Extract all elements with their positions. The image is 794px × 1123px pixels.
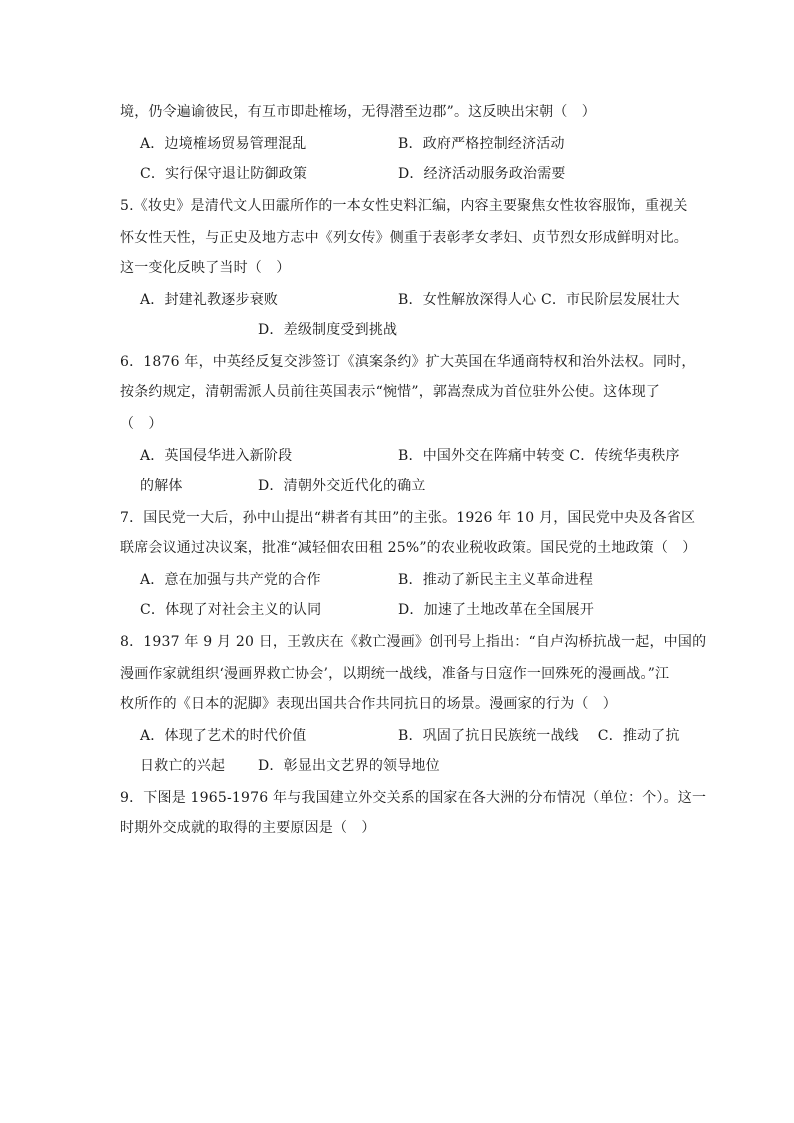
q9-stem-line2: 时期外交成就的取得的主要原因是（ ） (120, 820, 376, 836)
q5-stem-line3: 这一变化反映了当时（ ） (120, 260, 291, 276)
q7-option-d: D．加速了土地改革在全国展开 (398, 602, 595, 618)
q6-option-a: A．英国侵华进入新阶段 (140, 448, 293, 464)
q5-option-b-c: B．女性解放深得人心 C．市民阶层发展壮大 (398, 292, 680, 308)
q7-stem-line2: 联席会议通过决议案，批准“减轻佃农田租 25%”的农业税收政策。国民党的土地政策（ ） (120, 540, 697, 556)
q4-option-b: B．政府严格控制经济活动 (398, 136, 565, 152)
q4-stem-tail: 境，仍令遍谕彼民，有互市即赴榷场，无得潜至边郡”。这反映出宋朝（ ） (120, 104, 596, 120)
q5-stem-line2: 怀女性天性，与正史及地方志中《列女传》侧重于表彰孝女孝妇、贞节烈女形成鲜明对比。 (120, 230, 688, 246)
q6-option-c-continued: 的解体 (140, 478, 183, 494)
q5-stem-line1: 5.《妆史》是清代文人田霢所作的一本女性史料汇编，内容主要聚焦女性妆容服饰，重视关 (120, 198, 688, 214)
q8-option-b-c: B．巩固了抗日民族统一战线 C．推动了抗 (398, 728, 680, 744)
q6-option-d: D．清朝外交近代化的确立 (258, 478, 426, 494)
q7-option-a: A．意在加强与共产党的合作 (140, 572, 321, 588)
q8-option-a: A．体现了艺术的时代价值 (140, 728, 307, 744)
q8-stem-line3: 枚所作的《日本的泥脚》表现出国共合作共同抗日的场景。漫画家的行为（ ） (120, 696, 617, 712)
q6-stem-line1: 6．1876 年，中英经反复交涉签订《滇案条约》扩大英国在华通商特权和治外法权。同时， (120, 354, 696, 370)
q7-option-c: C．体现了对社会主义的认同 (140, 602, 322, 618)
q6-stem-line2: 按条约规定，清朝需派人员前往英国表示“惋惜”，郭嵩焘成为首位驻外公使。这体现了 (120, 384, 661, 400)
q8-stem-line2: 漫画作家就组织‘漫画界救亡协会’，以期统一战线，准备与日寇作一回殊死的漫画战。”江 (120, 666, 670, 682)
q5-option-d: D．差级制度受到挑战 (258, 322, 398, 338)
q7-option-b: B．推动了新民主主义革命进程 (398, 572, 594, 588)
q6-stem-line3: （ ） (120, 416, 163, 432)
q7-stem-line1: 7．国民党一大后，孙中山提出“耕者有其田”的主张。1926 年 10 月，国民党中央及各省区 (120, 510, 696, 526)
q6-option-b-c: B．中国外交在阵痛中转变 C．传统华夷秩序 (398, 448, 680, 464)
q5-option-a: A．封建礼教逐步衰败 (140, 292, 279, 308)
q4-option-c: C．实行保守退让防御政策 (140, 166, 308, 182)
q4-option-a: A．边境榷场贸易管理混乱 (140, 136, 307, 152)
q8-option-c-continued: 日救亡的兴起 (140, 758, 226, 774)
q8-stem-line1: 8．1937 年 9 月 20 日，王敦庆在《救亡漫画》创刊号上指出：“自卢沟桥抗战一起，中国的 (120, 634, 707, 650)
q9-stem-line1: 9．下图是 1965-1976 年与我国建立外交关系的国家在各大洲的分布情况（单位：个）。这一 (120, 790, 707, 806)
q8-option-d: D．彰显出文艺界的领导地位 (258, 758, 440, 774)
q4-option-d: D．经济活动服务政治需要 (398, 166, 566, 182)
